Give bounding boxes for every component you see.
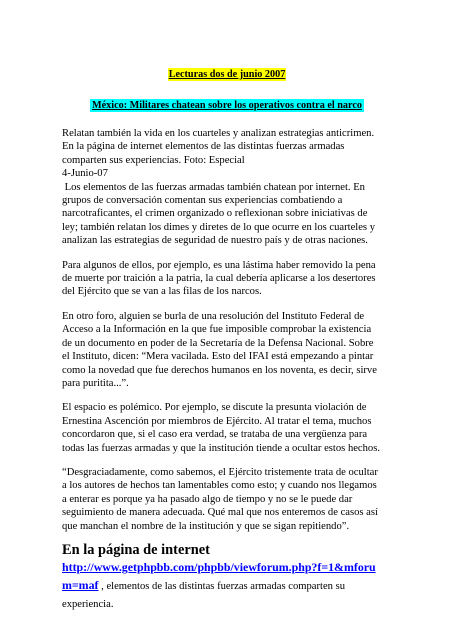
paragraph-line: En otro foro, alguien se burla de una resolución del Instituto Federal de [62,310,365,322]
paragraph-line: para puritita...”. [62,377,129,389]
intro-line: Relatan también la vida en los cuarteles y analizan estrategias anticrimen. [62,128,375,139]
paragraph-line: el Instituto, dicen: “Mera vacilada. Esto del IFAI está empezando a pintar [62,351,374,363]
paragraph-line: del Ejército que se van a las filas de los narcos. [62,286,262,298]
section-text: , elementos de las distintas fuerzas armadas comparten su [98,580,346,592]
intro-line: comparten sus experiencias. Foto: Especial [62,154,245,166]
date-line: 4-Junio-07 [62,168,108,180]
section-text: experiencia. [62,598,114,610]
document-title: Lecturas dos de junio 2007 [168,69,286,80]
paragraph-line: seguimiento de manera adecuada. Qué mal que nos enteremos de casos así [62,507,378,519]
paragraph-line: concordaron que, si el caso era verdad, se trataba de una vergüenza para [62,429,368,441]
paragraph-quote [62,466,392,533]
intro-line: analizan las estrategias de seguridad de nuestro país y de otras naciones. [62,235,368,247]
paragraph-line: El espacio es polémico. Por ejemplo, se discute la presunta violación de [62,402,367,414]
paragraph-line: todas las fuerzas armadas y que la institución tiende a ocultar estos hechos. [62,442,381,454]
section-heading: En la página de internet [62,541,210,558]
forum-link-continuation[interactable]: m=maf [62,577,99,592]
paragraph-line: a enterar es porque ya ha pasado algo de tiempo y no se le puede dar [62,493,353,505]
intro-line: Los elementos de las fuerzas armadas también chatean por internet. En [62,181,365,193]
forum-link[interactable]: http://www.getphpbb.com/phpbb/viewforum.php?f=1&mforu [62,559,376,574]
paragraph-line: Acceso a la Información en la que fue imposible comprobar la existencia [62,324,372,336]
title-block [62,64,392,82]
paragraph-line: de muerte por traición a la patria, la cual debería aplicarse a los desertores [62,273,376,285]
subtitle-block [62,95,392,113]
paragraph-line: a los autores de hechos tan lamentables como esto; y cuando nos llegamos [62,480,377,492]
paragraph-line: “Desgraciadamente, como sabemos, el Ejército tristemente trata de ocultar [62,466,378,478]
intro-paragraph [62,127,392,248]
intro-line: narcotraficantes, el crimen organizado o reflexionan sobre iniciativas de [62,208,368,220]
paragraph-line: Ernestina Ascención por miembros de Ejército. Al tratar el tema, muchos [62,415,372,427]
intro-line: grupos de conversación comentan sus experiencias combatiendo a [62,195,343,207]
paragraph-line: de un documento en poder de la Secretaría de la Defensa Nacional. Sobre [62,337,374,349]
paragraph-line: como la novedad que fue derechos humanos en los noventa, es decir, sirve [62,364,377,376]
intro-line: En la página de internet elementos de las distintas fuerzas armadas [62,141,345,153]
article-headline: México: Militares chatean sobre los operativos contra el narco [92,100,362,111]
document-body [62,64,392,612]
paragraph-death-penalty [62,259,392,299]
paragraph-line: que manchan el nombre de la institución y que se sigan repitiendo”. [62,520,350,532]
paragraph-ifai [62,310,392,390]
paragraph-polemic [62,401,392,455]
paragraph-line: Para algunos de ellos, por ejemplo, es una lástima haber removido la pena [62,259,376,271]
intro-line: ley; también relatan los dimes y diretes de lo que ocurre en los cuarteles y [62,221,375,233]
section-link-block [62,558,392,612]
